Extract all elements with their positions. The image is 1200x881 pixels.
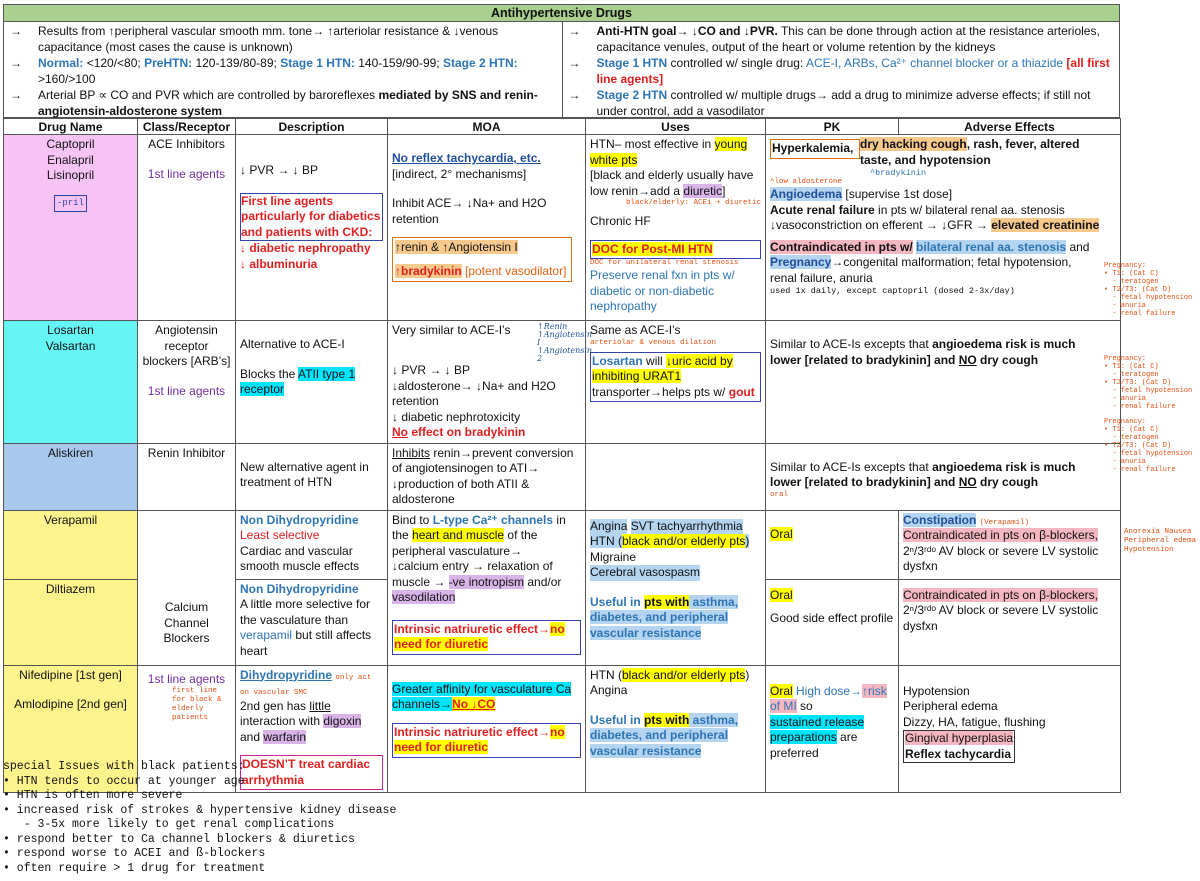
pk-adverse-cell: Similar to ACE-Is excepts that angioedema risk is much lower [related to bradykinin] and NO dry cough oral	[766, 443, 1121, 510]
drug-name-cell: Captopril Enalapril Lisinopril -pril	[4, 135, 138, 321]
drug-name-cell: Verapamil	[4, 510, 138, 579]
pregnancy-note: Pregnancy: • T1: (Cat C) - teratogen • T2/T3: (Cat D) - fetal hypotension - anuria - renal failure	[1104, 418, 1193, 474]
class-cell: Angiotensin receptor blockers [ARB’s] 1st line agents	[138, 321, 236, 444]
intro-box	[3, 22, 1120, 118]
drug-name-cell: Aliskiren	[4, 443, 138, 510]
class-cell: ACE Inhibitors 1st line agents	[138, 135, 236, 321]
intro-bullet: → Arterial BP ∝ CO and PVR which are controlled by baroreflexes mediated by SNS and renin-angiotensin-aldosterone system	[10, 88, 538, 118]
uses-cell: Same as ACE-I’s arteriolar & venous dilation Losartan will ↓uric acid by inhibiting URAT1 transporter→helps pts w/ gout	[586, 321, 766, 444]
class-cell: Calcium Channel Blockers	[138, 510, 236, 665]
description-cell: Alternative to ACE-I Blocks the ATII type 1 receptor	[236, 321, 388, 444]
table-row	[4, 510, 1121, 579]
pregnancy-note: Pregnancy: • T1: (Cat C) - teratogen • T2/T3: (Cat D) - fetal hypotension - anuria - renal failure	[1104, 355, 1193, 411]
table-row	[4, 443, 1121, 510]
moa-cell: Very similar to ACE-I’s ↑Renin ↑Angiotensin I ↑Angiotensin 2 ↓ PVR → ↓ BP ↓aldosterone→ ↓Na+ and H2O retention ↓ diabetic nephrotoxicity No effect on bradykinin	[388, 321, 586, 444]
adverse-cell: Contraindicated in pts on β-blockers, 2ⁿ/3ʳᵈᵒ AV block or severe LV systolic dysfxn	[899, 579, 1121, 665]
pk-adverse-cell: Hyperkalemia, dry hacking cough, rash, fever, altered taste, and hypotension ^bradykinin ^low aldosterone Angioedema [supervise 1st dose] Acute renal failure in pts w/ bilateral renal aa. stenosis ↓vasoconstriction on efferent → ↓GFR → elevated creatinine Contraindicated in pts w/ bilateral renal aa. stenosis and Pregnancy→congenital malformation; fetal hypotension, renal failure, anuria used 1x daily, except captopril (dosed 2-3x/day)	[766, 135, 1121, 321]
description-cell: Non Dihydropyridine Least selective Cardiac and vascular smooth muscle effects	[236, 510, 388, 579]
uses-cell: HTN– most effective in young white pts [black and elderly usually have low renin→add a diuretic] black/elderly: ACEi + diuretic Chronic HF DOC for Post-MI HTN DOC for unilateral renal stenosis Preserve renal fxn in pts w/ diabetic or non-diabetic nephropathy	[586, 135, 766, 321]
class-cell: Renin Inhibitor	[138, 443, 236, 510]
class-cell: 1st line agents first line for black & elderly patients	[138, 665, 236, 793]
uses-cell: HTN (black and/or elderly pts) Angina Useful in pts with asthma, diabetes, and peripheral vascular resistance	[586, 665, 766, 793]
intro-bullet: → Stage 1 HTN controlled w/ single drug: ACE-I, ARBs, Ca²⁺ channel blocker or a thiazide [all first line agents]	[568, 56, 1110, 86]
drug-table	[3, 118, 1121, 793]
pk-adverse-cell: Similar to ACE-Is excepts that angioedema risk is much lower [related to bradykinin] and NO dry cough	[766, 321, 1121, 444]
col-header: MOA	[388, 119, 586, 135]
sheet-title: Antihypertensive Drugs	[3, 4, 1120, 22]
intro-right	[562, 22, 1120, 117]
uses-cell	[586, 443, 766, 510]
table-header-row	[4, 119, 1121, 135]
col-header: Class/Receptor	[138, 119, 236, 135]
col-header: Uses	[586, 119, 766, 135]
pregnancy-note: Pregnancy: • T1: (Cat C) - teratogen • T2/T3: (Cat D) - fetal hypotension - anuria - renal failure	[1104, 262, 1193, 318]
adverse-cell: Constipation (Verapamil) Contraindicated in pts on β-blockers, 2ⁿ/3ʳᵈᵒ AV block or severe LV systolic dysfxn	[899, 510, 1121, 579]
handwritten-note: ↑Renin ↑Angiotensin I ↑Angiotensin 2	[537, 322, 593, 363]
suffix-tag: -pril	[54, 195, 87, 213]
pk-cell: Oral Good side effect profile	[766, 579, 899, 665]
drug-name-cell: Nifedipine [1st gen] Amlodipine [2nd gen]	[4, 665, 138, 793]
table-row	[4, 135, 1121, 321]
uses-cell: Angina SVT tachyarrhythmia HTN (black and/or elderly pts) Migraine Cerebral vasospasm Useful in pts with asthma, diabetes, and peripheral vascular resistance	[586, 510, 766, 665]
moa-cell: Bind to L-type Ca²⁺ channels in the heart and muscle of the peripheral vasculature→ ↓calcium entry → relaxation of muscle → -ve inotropism and/or vasodilation Intrinsic natriuretic effect→no need for diuretic	[388, 510, 586, 665]
col-header: Adverse Effects	[899, 119, 1121, 135]
description-cell: ↓ PVR → ↓ BP First line agents particularly for diabetics and patients with CKD: ↓ diabetic nephropathy ↓ albuminuria	[236, 135, 388, 321]
table-row	[4, 321, 1121, 444]
drug-name-cell: Losartan Valsartan	[4, 321, 138, 444]
col-header: Drug Name	[4, 119, 138, 135]
intro-left	[4, 22, 562, 117]
pk-cell: Oral High dose→↑risk of MI so sustained release preparations are preferred	[766, 665, 899, 793]
col-header: PK	[766, 119, 899, 135]
pk-cell: Oral	[766, 510, 899, 579]
intro-bullet: → Anti-HTN goal→ ↓CO and ↓PVR. This can be done through action at the resistance arterioles, capacitance venules, output of the heart or volume retention by the kidneys	[568, 24, 1100, 54]
footer-notes: special Issues with black patients: • HTN tends to occur at younger age • HTN is often more severe • increased risk of strokes & hypertensive kidney disease - 3-5x more likely to get renal complications • respond better to Ca channel blockers & diuretics • respond worse to ACEI and ß-blockers • often require > 1 drug for treatment	[3, 760, 397, 875]
drug-name-cell: Diltiazem	[4, 579, 138, 665]
col-header: Description	[236, 119, 388, 135]
moa-cell: Greater affinity for vasculature Ca channels→No ↓CO Intrinsic natriuretic effect→no need for diuretic	[388, 665, 586, 793]
adverse-cell: Hypotension Peripheral edema Dizzy, HA, fatigue, flushing Gingival hyperplasia Reflex tachycardia	[899, 665, 1121, 793]
description-cell: Non Dihydropyridine A little more selective for the vasculature than verapamil but still affects heart	[236, 579, 388, 665]
intro-bullet: → Stage 2 HTN controlled w/ multiple drugs→ add a drug to minimize adverse effects; if still not under control, add a vasodilator	[568, 88, 1091, 118]
description-cell: New alternative agent in treatment of HTN	[236, 443, 388, 510]
description-cell: Dihydropyridine only act on vascular SMC 2nd gen has little interaction with digoxin and warfarin DOESN’T treat cardiac arrhythmia	[236, 665, 388, 793]
moa-cell: Inhibits renin→prevent conversion of angiotensinogen to ATI→ ↓production of both ATII & aldosterone	[388, 443, 586, 510]
intro-bullet: → Results from ↑peripheral vascular smooth mm. tone→ ↑arteriolar resistance & ↓venous capacitance (most cases the cause is unknown)	[10, 24, 499, 54]
ccb-side-effects-note: Anorexia Nausea Peripheral edema Hypotension	[1124, 528, 1197, 554]
moa-cell: No reflex tachycardia, etc. [indirect, 2° mechanisms] Inhibit ACE→ ↓Na+ and H2O retention ↑renin & ↑Angiotensin I ↑bradykinin [potent vasodilator]	[388, 135, 586, 321]
intro-bullet: → Normal: <120/<80; PreHTN: 120-139/80-89; Stage 1 HTN: 140-159/90-99; Stage 2 HTN: >160/>100	[10, 56, 518, 86]
